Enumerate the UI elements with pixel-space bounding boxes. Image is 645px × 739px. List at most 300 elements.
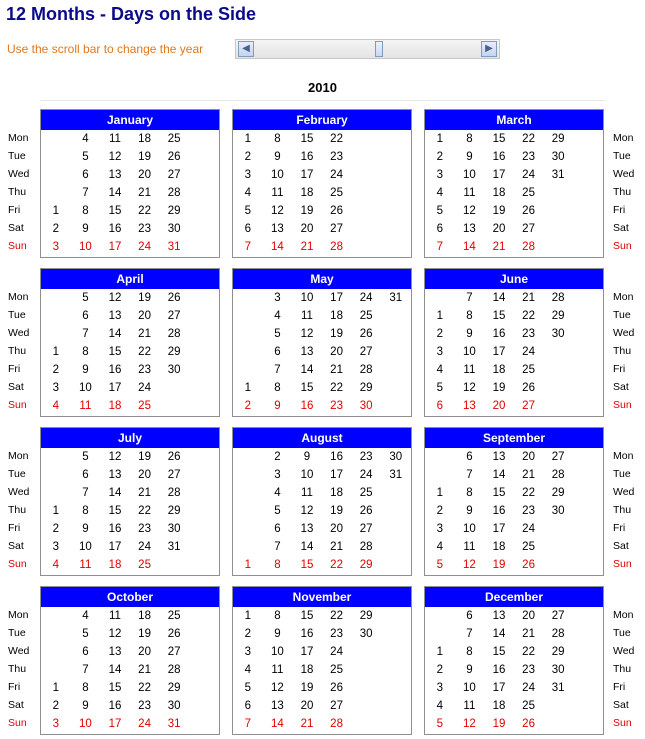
day-cell[interactable]: 15 [492, 487, 506, 499]
day-cell[interactable]: 9 [82, 223, 89, 235]
day-cell[interactable]: 13 [270, 700, 284, 712]
day-cell[interactable]: 4 [436, 187, 443, 199]
day-cell[interactable]: 1 [436, 646, 443, 658]
day-cell[interactable]: 27 [167, 646, 181, 658]
day-cell[interactable]: 11 [463, 700, 476, 712]
day-cell[interactable]: 10 [78, 718, 92, 730]
day-cell[interactable]: 28 [551, 628, 565, 640]
day-cell[interactable]: 2 [244, 628, 251, 640]
day-cell[interactable]: 26 [330, 205, 343, 217]
day-cell[interactable]: 3 [52, 241, 59, 253]
day-cell[interactable]: 18 [492, 364, 506, 376]
scroll-thumb[interactable] [375, 41, 383, 57]
day-cell[interactable]: 11 [109, 610, 121, 622]
day-cell[interactable]: 16 [492, 151, 506, 163]
day-cell[interactable]: 6 [466, 610, 473, 622]
day-cell[interactable]: 17 [492, 682, 506, 694]
day-cell[interactable]: 28 [167, 328, 181, 340]
day-cell[interactable]: 12 [462, 718, 476, 730]
day-cell[interactable]: 8 [82, 346, 89, 358]
day-cell[interactable]: 2 [52, 364, 59, 376]
day-cell[interactable]: 8 [274, 559, 281, 571]
day-cell[interactable]: 18 [108, 400, 122, 412]
day-cell[interactable]: 20 [330, 346, 343, 358]
day-cell[interactable]: 21 [522, 628, 535, 640]
day-cell[interactable]: 27 [551, 451, 565, 463]
day-cell[interactable]: 5 [82, 628, 89, 640]
day-cell[interactable]: 18 [138, 610, 151, 622]
day-cell[interactable]: 29 [551, 487, 565, 499]
day-cell[interactable]: 1 [436, 310, 443, 322]
day-cell[interactable]: 20 [138, 310, 151, 322]
day-cell[interactable]: 9 [274, 400, 281, 412]
day-cell[interactable]: 26 [522, 718, 535, 730]
day-cell[interactable]: 6 [82, 169, 89, 181]
day-cell[interactable]: 22 [522, 310, 535, 322]
day-cell[interactable]: 16 [492, 328, 506, 340]
day-cell[interactable]: 2 [274, 451, 281, 463]
day-cell[interactable]: 5 [82, 151, 89, 163]
day-cell[interactable]: 16 [492, 664, 506, 676]
day-cell[interactable]: 2 [52, 700, 59, 712]
day-cell[interactable]: 1 [52, 346, 59, 358]
day-cell[interactable]: 20 [330, 523, 343, 535]
day-cell[interactable]: 19 [330, 328, 343, 340]
day-cell[interactable]: 2 [52, 223, 59, 235]
day-cell[interactable]: 10 [462, 682, 476, 694]
day-cell[interactable]: 12 [270, 682, 284, 694]
day-cell[interactable]: 26 [330, 682, 343, 694]
day-cell[interactable]: 12 [108, 292, 122, 304]
day-cell[interactable]: 17 [330, 292, 343, 304]
day-cell[interactable]: 12 [270, 205, 284, 217]
day-cell[interactable]: 5 [244, 205, 251, 217]
day-cell[interactable]: 16 [108, 700, 122, 712]
day-cell[interactable]: 8 [274, 610, 281, 622]
day-cell[interactable]: 4 [52, 559, 59, 571]
day-cell[interactable]: 5 [82, 451, 89, 463]
day-cell[interactable]: 24 [138, 382, 151, 394]
day-cell[interactable]: 22 [330, 610, 343, 622]
day-cell[interactable]: 15 [108, 346, 122, 358]
day-cell[interactable]: 9 [82, 364, 89, 376]
day-cell[interactable]: 3 [436, 346, 443, 358]
day-cell[interactable]: 13 [492, 610, 506, 622]
day-cell[interactable]: 5 [436, 718, 443, 730]
day-cell[interactable]: 19 [492, 718, 506, 730]
day-cell[interactable]: 13 [300, 346, 314, 358]
day-cell[interactable]: 6 [436, 223, 443, 235]
day-cell[interactable]: 9 [466, 505, 473, 517]
day-cell[interactable]: 19 [138, 628, 151, 640]
day-cell[interactable]: 19 [492, 382, 506, 394]
day-cell[interactable]: 24 [138, 541, 151, 553]
day-cell[interactable]: 15 [492, 310, 506, 322]
day-cell[interactable]: 4 [244, 664, 251, 676]
day-cell[interactable]: 23 [522, 328, 535, 340]
day-cell[interactable]: 18 [330, 487, 343, 499]
day-cell[interactable]: 1 [436, 133, 443, 145]
day-cell[interactable]: 21 [522, 292, 535, 304]
day-cell[interactable]: 7 [274, 541, 281, 553]
day-cell[interactable]: 24 [522, 169, 535, 181]
day-cell[interactable]: 10 [270, 169, 284, 181]
day-cell[interactable]: 5 [244, 682, 251, 694]
day-cell[interactable]: 19 [138, 451, 151, 463]
day-cell[interactable]: 25 [522, 187, 535, 199]
day-cell[interactable]: 7 [244, 241, 251, 253]
day-cell[interactable]: 1 [52, 505, 59, 517]
day-cell[interactable]: 1 [436, 487, 443, 499]
day-cell[interactable]: 29 [551, 646, 565, 658]
day-cell[interactable]: 22 [330, 559, 343, 571]
day-cell[interactable]: 3 [244, 169, 251, 181]
day-cell[interactable]: 26 [522, 559, 535, 571]
day-cell[interactable]: 23 [522, 505, 535, 517]
day-cell[interactable]: 19 [492, 559, 506, 571]
day-cell[interactable]: 4 [274, 310, 281, 322]
day-cell[interactable]: 31 [167, 241, 181, 253]
day-cell[interactable]: 11 [109, 133, 121, 145]
day-cell[interactable]: 16 [108, 223, 122, 235]
day-cell[interactable]: 16 [492, 505, 506, 517]
day-cell[interactable]: 14 [492, 469, 506, 481]
day-cell[interactable]: 28 [522, 241, 535, 253]
day-cell[interactable]: 12 [108, 628, 122, 640]
day-cell[interactable]: 19 [138, 151, 151, 163]
day-cell[interactable]: 22 [138, 682, 151, 694]
day-cell[interactable]: 21 [138, 187, 151, 199]
day-cell[interactable]: 2 [436, 328, 443, 340]
day-cell[interactable]: 26 [359, 328, 373, 340]
day-cell[interactable]: 29 [167, 682, 181, 694]
day-cell[interactable]: 19 [492, 205, 506, 217]
day-cell[interactable]: 24 [359, 469, 373, 481]
day-cell[interactable]: 10 [462, 169, 476, 181]
day-cell[interactable]: 6 [274, 346, 281, 358]
day-cell[interactable]: 8 [82, 682, 89, 694]
day-cell[interactable]: 3 [436, 682, 443, 694]
day-cell[interactable]: 24 [522, 346, 535, 358]
day-cell[interactable]: 9 [466, 664, 473, 676]
day-cell[interactable]: 27 [167, 169, 181, 181]
day-cell[interactable]: 13 [108, 646, 122, 658]
day-cell[interactable]: 18 [138, 133, 151, 145]
day-cell[interactable]: 15 [108, 682, 122, 694]
day-cell[interactable]: 21 [492, 241, 506, 253]
day-cell[interactable]: 11 [79, 559, 92, 571]
day-cell[interactable]: 6 [244, 700, 251, 712]
day-cell[interactable]: 17 [108, 241, 122, 253]
day-cell[interactable]: 2 [436, 151, 443, 163]
day-cell[interactable]: 22 [330, 133, 343, 145]
day-cell[interactable]: 11 [463, 364, 476, 376]
day-cell[interactable]: 13 [108, 469, 122, 481]
day-cell[interactable]: 13 [108, 310, 122, 322]
day-cell[interactable]: 21 [300, 718, 314, 730]
day-cell[interactable]: 13 [462, 223, 476, 235]
day-cell[interactable]: 22 [138, 505, 151, 517]
day-cell[interactable]: 26 [167, 628, 181, 640]
day-cell[interactable]: 14 [300, 541, 314, 553]
day-cell[interactable]: 20 [522, 610, 535, 622]
day-cell[interactable]: 16 [300, 151, 314, 163]
day-cell[interactable]: 11 [271, 664, 284, 676]
day-cell[interactable]: 21 [138, 487, 151, 499]
day-cell[interactable]: 22 [522, 646, 535, 658]
day-cell[interactable]: 6 [466, 451, 473, 463]
day-cell[interactable]: 7 [436, 241, 443, 253]
day-cell[interactable]: 30 [551, 505, 565, 517]
day-cell[interactable]: 25 [359, 310, 373, 322]
day-cell[interactable]: 27 [522, 223, 535, 235]
day-cell[interactable]: 27 [359, 346, 373, 358]
day-cell[interactable]: 5 [274, 328, 281, 340]
day-cell[interactable]: 22 [330, 382, 343, 394]
day-cell[interactable]: 18 [492, 700, 506, 712]
day-cell[interactable]: 13 [300, 523, 314, 535]
day-cell[interactable]: 30 [551, 664, 565, 676]
day-cell[interactable]: 27 [330, 223, 343, 235]
day-cell[interactable]: 27 [330, 700, 343, 712]
day-cell[interactable]: 21 [138, 664, 151, 676]
day-cell[interactable]: 11 [301, 487, 313, 499]
day-cell[interactable]: 29 [167, 205, 181, 217]
year-scrollbar[interactable] [235, 39, 500, 59]
day-cell[interactable]: 25 [522, 700, 535, 712]
day-cell[interactable]: 17 [330, 469, 343, 481]
day-cell[interactable]: 14 [300, 364, 314, 376]
day-cell[interactable]: 28 [167, 664, 181, 676]
day-cell[interactable]: 12 [108, 151, 122, 163]
day-cell[interactable]: 11 [463, 541, 476, 553]
day-cell[interactable]: 30 [551, 328, 565, 340]
day-cell[interactable]: 14 [270, 718, 284, 730]
day-cell[interactable]: 30 [167, 700, 181, 712]
day-cell[interactable]: 23 [359, 451, 373, 463]
day-cell[interactable]: 24 [138, 241, 151, 253]
day-cell[interactable]: 2 [52, 523, 59, 535]
day-cell[interactable]: 27 [167, 310, 181, 322]
day-cell[interactable]: 8 [82, 505, 89, 517]
day-cell[interactable]: 20 [492, 400, 506, 412]
day-cell[interactable]: 18 [300, 187, 314, 199]
day-cell[interactable]: 12 [300, 328, 314, 340]
day-cell[interactable]: 4 [52, 400, 59, 412]
day-cell[interactable]: 29 [359, 559, 373, 571]
day-cell[interactable]: 14 [492, 292, 506, 304]
day-cell[interactable]: 3 [52, 718, 59, 730]
day-cell[interactable]: 14 [492, 628, 506, 640]
day-cell[interactable]: 30 [167, 364, 181, 376]
day-cell[interactable]: 18 [492, 187, 506, 199]
day-cell[interactable]: 11 [271, 187, 284, 199]
day-cell[interactable]: 23 [138, 223, 151, 235]
day-cell[interactable]: 11 [79, 400, 92, 412]
day-cell[interactable]: 3 [436, 523, 443, 535]
day-cell[interactable]: 25 [359, 487, 373, 499]
day-cell[interactable]: 3 [436, 169, 443, 181]
day-cell[interactable]: 30 [389, 451, 403, 463]
day-cell[interactable]: 8 [274, 133, 281, 145]
day-cell[interactable]: 6 [82, 646, 89, 658]
day-cell[interactable]: 31 [551, 169, 565, 181]
day-cell[interactable]: 2 [436, 664, 443, 676]
day-cell[interactable]: 18 [492, 541, 506, 553]
day-cell[interactable]: 10 [270, 646, 284, 658]
day-cell[interactable]: 14 [108, 187, 122, 199]
day-cell[interactable]: 29 [167, 346, 181, 358]
day-cell[interactable]: 28 [551, 292, 565, 304]
day-cell[interactable]: 28 [330, 718, 343, 730]
day-cell[interactable]: 25 [167, 610, 181, 622]
day-cell[interactable]: 17 [492, 346, 506, 358]
day-cell[interactable]: 12 [462, 205, 476, 217]
day-cell[interactable]: 29 [359, 382, 373, 394]
day-cell[interactable]: 1 [244, 382, 251, 394]
day-cell[interactable]: 10 [300, 469, 314, 481]
day-cell[interactable]: 12 [300, 505, 314, 517]
day-cell[interactable]: 10 [462, 346, 476, 358]
day-cell[interactable]: 23 [330, 628, 343, 640]
day-cell[interactable]: 6 [82, 469, 89, 481]
day-cell[interactable]: 5 [436, 382, 443, 394]
day-cell[interactable]: 9 [466, 151, 473, 163]
day-cell[interactable]: 20 [138, 469, 151, 481]
day-cell[interactable]: 2 [244, 151, 251, 163]
day-cell[interactable]: 26 [167, 151, 181, 163]
day-cell[interactable]: 23 [138, 523, 151, 535]
day-cell[interactable]: 1 [244, 559, 251, 571]
day-cell[interactable]: 24 [359, 292, 373, 304]
day-cell[interactable]: 26 [167, 451, 181, 463]
day-cell[interactable]: 4 [274, 487, 281, 499]
day-cell[interactable]: 16 [108, 364, 122, 376]
day-cell[interactable]: 23 [330, 151, 343, 163]
day-cell[interactable]: 28 [167, 187, 181, 199]
day-cell[interactable]: 19 [300, 682, 314, 694]
day-cell[interactable]: 15 [492, 646, 506, 658]
day-cell[interactable]: 23 [522, 151, 535, 163]
day-cell[interactable]: 4 [82, 133, 89, 145]
day-cell[interactable]: 13 [108, 169, 122, 181]
day-cell[interactable]: 1 [244, 133, 251, 145]
day-cell[interactable]: 10 [300, 292, 314, 304]
day-cell[interactable]: 4 [436, 700, 443, 712]
day-cell[interactable]: 29 [359, 610, 373, 622]
day-cell[interactable]: 26 [359, 505, 373, 517]
day-cell[interactable]: 16 [300, 400, 314, 412]
day-cell[interactable]: 23 [138, 364, 151, 376]
day-cell[interactable]: 30 [551, 151, 565, 163]
day-cell[interactable]: 27 [522, 400, 535, 412]
day-cell[interactable]: 12 [462, 382, 476, 394]
day-cell[interactable]: 14 [108, 664, 122, 676]
day-cell[interactable]: 8 [466, 487, 473, 499]
day-cell[interactable]: 18 [300, 664, 314, 676]
day-cell[interactable]: 1 [52, 682, 59, 694]
day-cell[interactable]: 13 [492, 451, 506, 463]
day-cell[interactable]: 6 [274, 523, 281, 535]
day-cell[interactable]: 8 [466, 646, 473, 658]
day-cell[interactable]: 30 [359, 628, 373, 640]
day-cell[interactable]: 20 [300, 223, 314, 235]
day-cell[interactable]: 25 [138, 400, 151, 412]
day-cell[interactable]: 22 [138, 205, 151, 217]
day-cell[interactable]: 7 [274, 364, 281, 376]
day-cell[interactable]: 28 [359, 541, 373, 553]
day-cell[interactable]: 5 [82, 292, 89, 304]
day-cell[interactable]: 20 [138, 169, 151, 181]
day-cell[interactable]: 6 [82, 310, 89, 322]
day-cell[interactable]: 9 [466, 328, 473, 340]
day-cell[interactable]: 9 [303, 451, 311, 463]
day-cell[interactable]: 7 [244, 718, 251, 730]
day-cell[interactable]: 30 [167, 223, 181, 235]
day-cell[interactable]: 4 [244, 187, 251, 199]
day-cell[interactable]: 22 [522, 133, 535, 145]
day-cell[interactable]: 10 [78, 382, 92, 394]
day-cell[interactable]: 7 [82, 328, 89, 340]
day-cell[interactable]: 29 [551, 310, 565, 322]
day-cell[interactable]: 15 [108, 505, 122, 517]
day-cell[interactable]: 8 [466, 133, 473, 145]
scroll-left-button[interactable] [238, 41, 254, 57]
day-cell[interactable]: 3 [274, 469, 281, 481]
day-cell[interactable]: 12 [462, 559, 476, 571]
day-cell[interactable]: 3 [244, 646, 251, 658]
day-cell[interactable]: 27 [551, 610, 565, 622]
day-cell[interactable]: 15 [108, 205, 122, 217]
day-cell[interactable]: 20 [522, 451, 535, 463]
day-cell[interactable]: 14 [108, 328, 122, 340]
day-cell[interactable]: 1 [52, 205, 59, 217]
day-cell[interactable]: 7 [466, 628, 473, 640]
day-cell[interactable]: 21 [522, 469, 535, 481]
day-cell[interactable]: 28 [167, 487, 181, 499]
day-cell[interactable]: 17 [300, 646, 314, 658]
day-cell[interactable]: 7 [82, 664, 89, 676]
day-cell[interactable]: 24 [138, 718, 151, 730]
day-cell[interactable]: 10 [78, 241, 92, 253]
day-cell[interactable]: 8 [466, 310, 473, 322]
day-cell[interactable]: 10 [462, 523, 476, 535]
day-cell[interactable]: 12 [108, 451, 122, 463]
day-cell[interactable]: 3 [52, 541, 59, 553]
day-cell[interactable]: 27 [359, 523, 373, 535]
day-cell[interactable]: 5 [436, 559, 443, 571]
day-cell[interactable]: 19 [300, 205, 314, 217]
day-cell[interactable]: 6 [436, 400, 443, 412]
day-cell[interactable]: 31 [167, 718, 181, 730]
day-cell[interactable]: 25 [522, 364, 535, 376]
day-cell[interactable]: 17 [108, 541, 122, 553]
day-cell[interactable]: 7 [466, 469, 473, 481]
day-cell[interactable]: 24 [522, 682, 535, 694]
day-cell[interactable]: 4 [82, 610, 89, 622]
day-cell[interactable]: 11 [301, 310, 313, 322]
day-cell[interactable]: 21 [138, 328, 151, 340]
day-cell[interactable]: 17 [492, 523, 506, 535]
day-cell[interactable]: 9 [274, 151, 281, 163]
day-cell[interactable]: 19 [330, 505, 343, 517]
day-cell[interactable]: 16 [108, 523, 122, 535]
day-cell[interactable]: 26 [522, 205, 535, 217]
day-cell[interactable]: 23 [330, 400, 343, 412]
scroll-right-button[interactable] [481, 41, 497, 57]
day-cell[interactable]: 2 [244, 400, 251, 412]
day-cell[interactable]: 3 [274, 292, 281, 304]
